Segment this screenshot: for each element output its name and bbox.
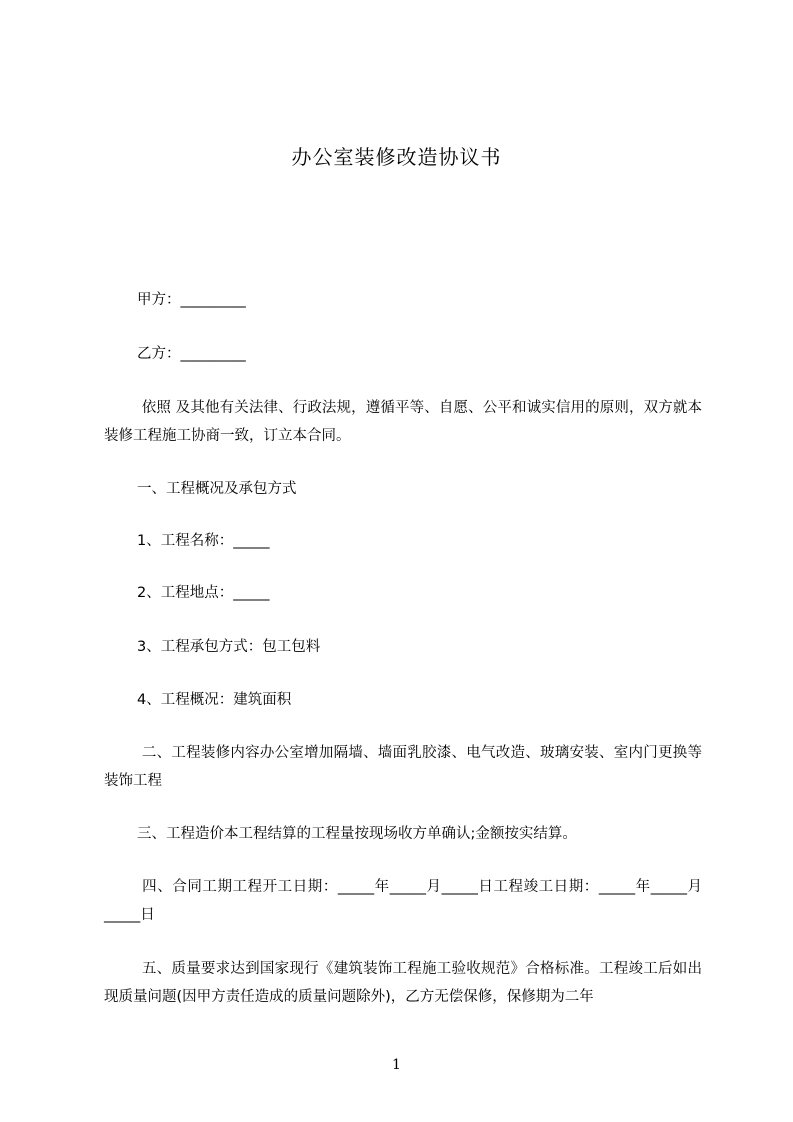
section-2-paragraph: 二、工程装修内容办公室增加隔墙、墙面乳胶漆、电气改造、玻璃安装、室内门更换等装饰工程 bbox=[104, 745, 702, 789]
intro-paragraph: 依照 及其他有关法律、行政法规，遵循平等、自愿、公平和诚实信用的原则，双方就本装修工程施工协商一致，订立本合同。 bbox=[104, 400, 702, 444]
section-4-paragraph: 四、合同工期工程开工日期：_____年_____月_____日工程竣工日期：_____年_____月_____日 bbox=[104, 879, 703, 923]
item-project-location: 2、工程地点：_____ bbox=[137, 585, 270, 601]
section-5-paragraph: 五、质量要求达到国家现行《建筑装饰工程施工验收规范》合格标准。工程竣工后如出现质量问题(因甲方责任造成的质量问题除外)，乙方无偿保修，保修期为二年 bbox=[104, 961, 702, 1005]
section-1-heading: 一、工程概况及承包方式 bbox=[137, 481, 297, 497]
page-number: 1 bbox=[392, 1057, 401, 1073]
item-project-name: 1、工程名称：_____ bbox=[137, 533, 270, 549]
item-contract-method: 3、工程承包方式：包工包料 bbox=[137, 639, 321, 655]
party-b-line: 乙方：_________ bbox=[137, 346, 246, 362]
document-title: 办公室装修改造协议书 bbox=[291, 145, 502, 169]
item-project-overview: 4、工程概况：建筑面积 bbox=[137, 692, 292, 708]
section-3-paragraph: 三、工程造价本工程结算的工程量按现场收方单确认;金额按实结算。 bbox=[137, 826, 577, 842]
party-a-line: 甲方：_________ bbox=[137, 292, 246, 308]
